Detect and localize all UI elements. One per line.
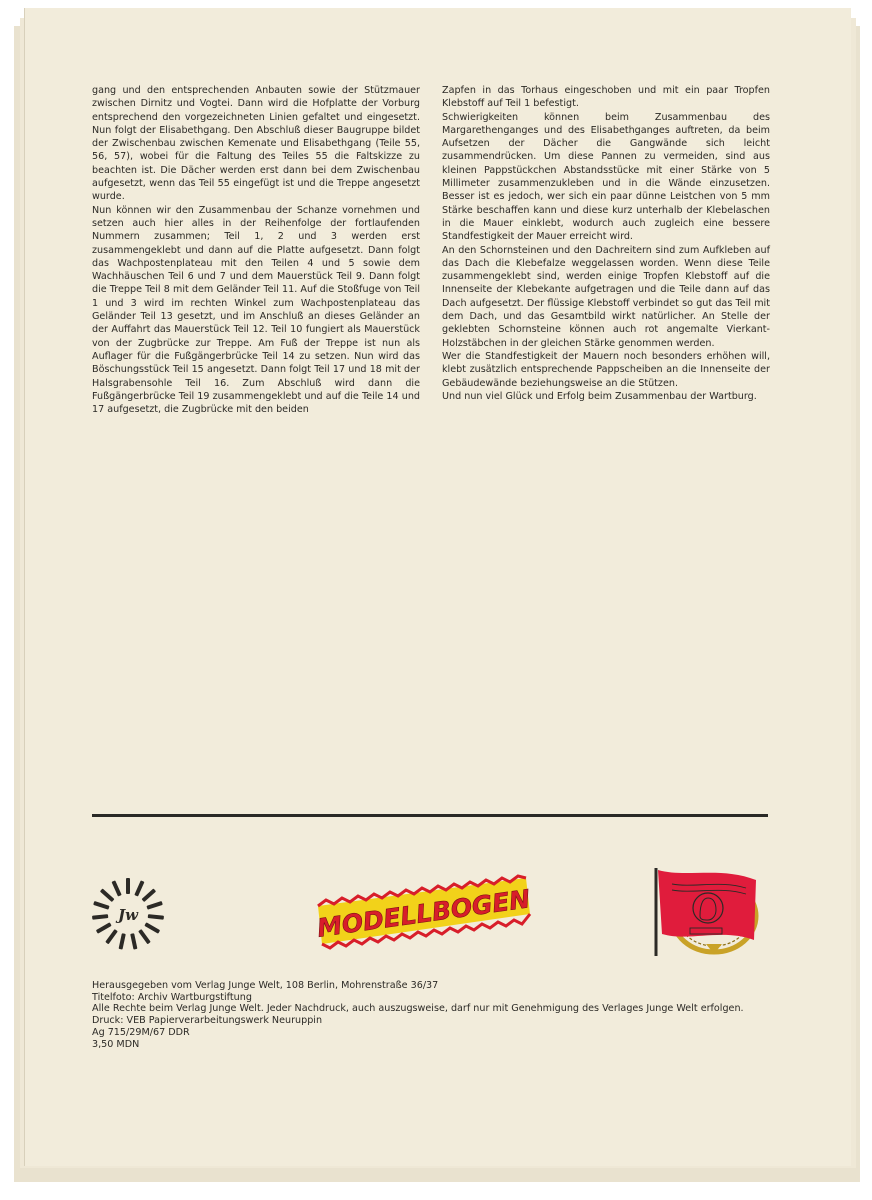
- paragraph: Und nun viel Glück und Erfolg beim Zusammenbau der Wartburg.: [442, 390, 757, 402]
- printer-line: Druck: VEB Papierverarbeitungswerk Neuruppin: [92, 1015, 323, 1027]
- junge-welt-logo: [90, 876, 166, 952]
- cover-photo-credit: Titelfoto: Archiv Wartburgstiftung: [92, 991, 252, 1003]
- paragraph: Zapfen in das Torhaus eingeschoben und mit ein paar Tropfen Klebstoff auf Teil 1 befestigt.: [442, 85, 770, 110]
- price: 3,50 MDN: [92, 1038, 140, 1050]
- text-column-right: [442, 84, 770, 403]
- pioneer-flag-emblem: [650, 862, 768, 958]
- paragraph: Nun können wir den Zusammenbau der Schanze vornehmen und setzen auch hier alles in der Reihenfolge der fortlaufenden Nummern zusammen; Teil 1, 2 und 3 werden erst zusammengeklebt und dann auf die Platte aufgesetzt. Dann folgt das Wachpostenplateau mit den Teilen 4 und 5 sowie dem Wachhäuschen Teil 6 und 7 und dem Mauerstück Teil 9. Dann folgt die Treppe Teil 8 mit dem Geländer Teil 11. Auf die Stoßfuge von Teil 1 und 3 wird im rechten Winkel zum Wachpostenplateau das Geländer Teil 13 gesetzt, und im Anschluß an dieses Geländer an der Auffahrt das Mauerstück Teil 12. Teil 10 fungiert als Mauerstück von der Zugbrücke zur Treppe. Am Fuß der Treppe ist nun als Auflager für die Fußgängerbrücke Teil 14 zu setzen. Nun wird das Böschungsstück Teil 15 angesetzt. Dann folgt Teil 17 und 18 mit der Halsgrabensohle Teil 16. Zum Abschluß wird dann die Fußgängerbrücke Teil 19 zusammengeklebt und auf die Teile 14 und 17 aufgesetzt, die Zugbrücke mit den beiden: [92, 204, 420, 416]
- imprint-block: [92, 980, 768, 1050]
- divider-rule: [92, 814, 768, 817]
- jw-lettering: Jw: [117, 906, 139, 924]
- paragraph: Schwierigkeiten können beim Zusammenbau des Margarethenganges und des Elisabethganges auftreten, da beim Aufsetzen der Dächer die Gangwände sich leicht zusammendrücken. Um diese Pannen zu vermeiden, sind aus kleinen Pappstückchen Abstandsstücke mit einer Stärke von 5 Millimeter zusammenzukleben und in die Wände einzusetzen. Besser ist es jedoch, wer sich ein paar dünne Leistchen von 5 mm Stärke beschaffen kann und diese kurz unterhalb der Klebelaschen in die Mauer einklebt, wodurch auch zugleich eine bessere Standfestigkeit der Mauer erreicht wird.: [442, 111, 770, 243]
- modellbogen-lettering: MODELLBOGEN: [315, 884, 532, 943]
- rights-notice: Alle Rechte beim Verlag Junge Welt. Jeder Nachdruck, auch auszugsweise, darf nur mit Genehmigung des Verlages Junge Welt erfolgen.: [92, 1003, 744, 1015]
- paragraph: Wer die Standfestigkeit der Mauern noch besonders erhöhen will, klebt zusätzlich entsprechende Pappscheiben an die Innenseite der Gebäudewände beziehungsweise an die Stützen.: [442, 350, 770, 389]
- paragraph: gang und den entsprechenden Anbauten sowie der Stützmauer zwischen Dirnitz und Vogtei. Dann wird die Hofplatte der Vorburg entsprechend den vorgezeichneten Linien gefaltet und eingesetzt. Nun folgt der Elisabethgang. Den Abschluß dieser Baugruppe bildet der Zwischenbau zwischen Kemenate und Elisabethgang (Teile 55, 56, 57), wobei für die Faltung des Teiles 55 die Faltskizze zu beachten ist. Die Dächer werden erst dann bei dem Zwischenbau aufgesetzt, wenn das Teil 55 eingefügt ist und die Treppe angesetzt wurde.: [92, 85, 420, 203]
- modellbogen-logo: [310, 872, 536, 952]
- paragraph: An den Schornsteinen und den Dachreitern sind zum Aufkleben auf das Dach die Klebefalze weggelassen worden. Wenn diese Teile zusammengeklebt sind, werden einige Tropfen Klebstoff auf die Innenseite der Klebekante aufgetragen und die Teile dann auf das Dach aufgesetzt. Der flüssige Klebstoff verbindet so gut das Teil mit dem Dach, und das Gesamtbild wirkt natürlicher. An Stelle der geklebten Schornsteine können auch rot angemalte Vierkant-Holzstäbchen in der gleichen Stärke genommen werden.: [442, 244, 770, 349]
- publisher-line: Herausgegeben vom Verlag Junge Welt, 108 Berlin, Mohrenstraße 36/37: [92, 980, 439, 991]
- text-column-left: [92, 84, 420, 416]
- license-number: Ag 715/29M/67 DDR: [92, 1026, 190, 1038]
